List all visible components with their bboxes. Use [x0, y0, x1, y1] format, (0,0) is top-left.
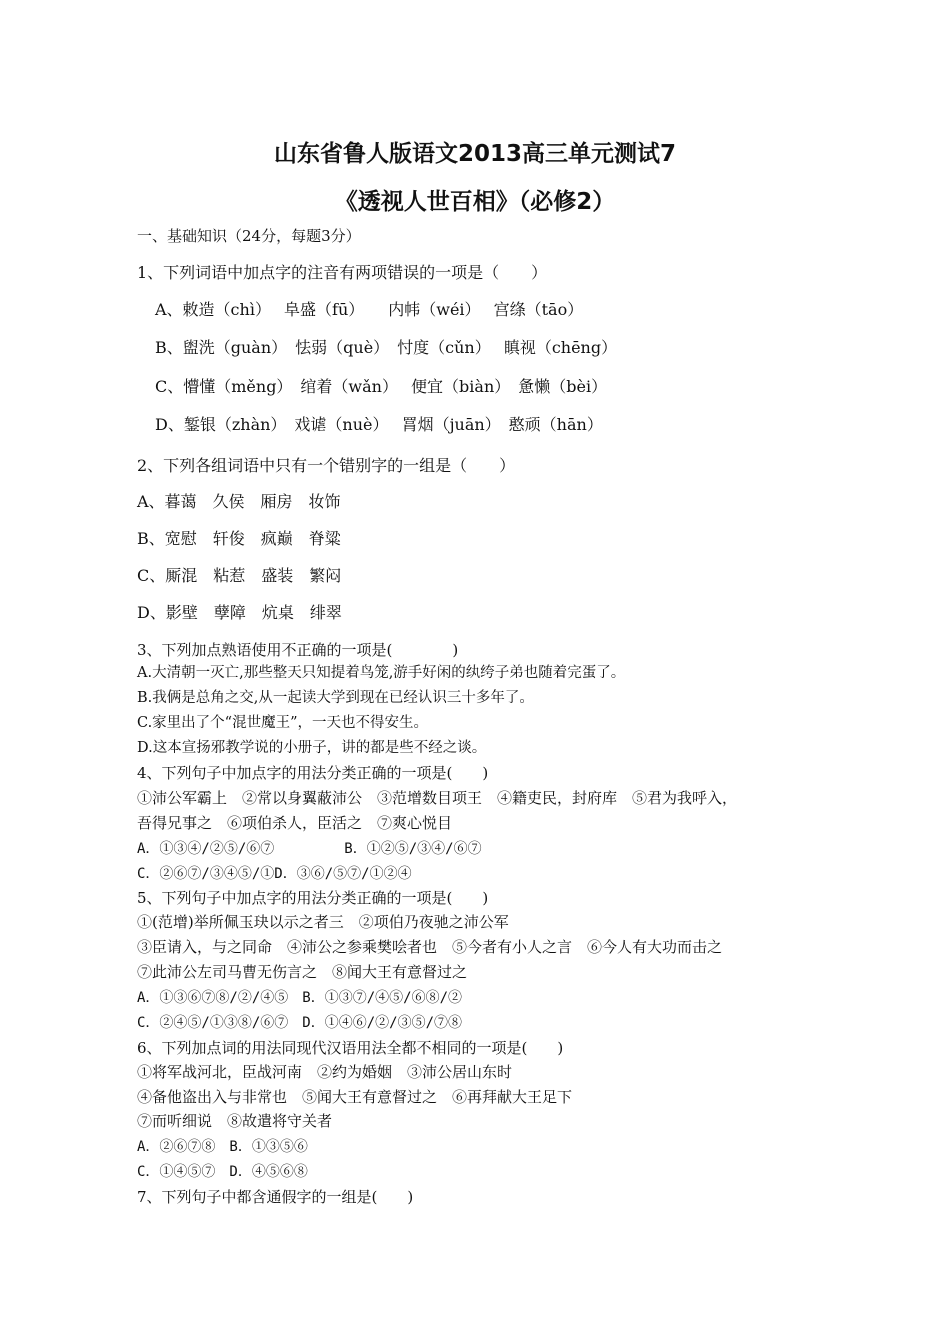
question-3-option-c: C.家里出了个“混世魔王”，一天也不得安生。 [137, 715, 429, 731]
question-7-stem: 7、下列句子中都含通假字的一组是( ) [137, 1188, 414, 1206]
question-1-option-d: D、錾银（zhàn） 戏谑（nuè） 罥烟（juān） 憨顽（hān） [155, 415, 603, 434]
question-5-choices-ab: A．①③⑥⑦⑧/②/④⑤ B．①③⑦/④⑤/⑥⑧/② [137, 990, 462, 1006]
question-3-stem: 3、下列加点熟语使用不正确的一项是( ) [137, 641, 459, 659]
question-4-choices-ab: A．①③④/②⑤/⑥⑦ B．①②⑤/③④/⑥⑦ [137, 841, 482, 857]
question-3-option-a: A.大清朝一灭亡,那些整天只知提着鸟笼,游手好闲的纨绔子弟也随着完蛋了。 [137, 665, 626, 681]
question-6-line-1: ①将军战河北，臣战河南 ②约为婚姻 ③沛公居山东时 [137, 1063, 513, 1081]
question-4-stem: 4、下列句子中加点字的用法分类正确的一项是( ) [137, 764, 489, 782]
question-5-line-3: ⑦此沛公左司马曹无伤言之 ⑧闻大王有意督过之 [137, 963, 468, 981]
question-2-option-b: B、宽慰 轩俊 疯巅 脊粱 [137, 529, 341, 548]
question-2-option-c: C、厮混 粘惹 盛装 繁闷 [137, 566, 342, 585]
question-1-option-c: C、懵懂（měng） 绾着（wǎn） 便宜（biàn） 惫懒（bèi） [155, 377, 608, 396]
question-5-stem: 5、下列句子中加点字的用法分类正确的一项是( ) [137, 889, 489, 907]
question-6-line-2: ④备他盗出入与非常也 ⑤闻大王有意督过之 ⑥再拜献大王足下 [137, 1088, 573, 1106]
question-1-option-a: A、敕造（chì） 阜盛（fū） 内帏（wéi） 宫绦（tāo） [155, 300, 584, 319]
question-5-line-1: ①(范增)举所佩玉玦以示之者三 ②项伯乃夜驰之沛公军 [137, 913, 509, 931]
question-4-line-2: 吾得兄事之 ⑥项伯杀人，臣活之 ⑦爽心悦目 [137, 814, 453, 832]
section-heading: 一、基础知识（24分，每题3分） [137, 227, 361, 245]
question-3-option-d: D.这本宣扬邪教学说的小册子，讲的都是些不经之谈。 [137, 740, 487, 756]
question-2-option-a: A、暮蔼 久侯 厢房 妆饰 [137, 492, 341, 511]
question-3-option-b: B.我俩是总角之交,从一起读大学到现在已经认识三十多年了。 [137, 690, 534, 706]
question-2-stem: 2、下列各组词语中只有一个错别字的一组是（ ） [137, 456, 516, 475]
question-1-option-b: B、盥洗（guàn） 怯弱（què） 忖度（cǔn） 瞋视（chēng） [155, 338, 618, 357]
question-2-option-d: D、影壁 孽障 炕桌 绯翠 [137, 603, 342, 622]
question-6-stem: 6、下列加点词的用法同现代汉语用法全都不相同的一项是( ) [137, 1039, 564, 1057]
question-5-choices-cd: C．②④⑤/①③⑧/⑥⑦ D．①④⑥/②/③⑤/⑦⑧ [137, 1015, 462, 1031]
question-6-choices-ab: A．②⑥⑦⑧ B．①③⑤⑥ [137, 1139, 308, 1155]
question-4-choices-cd: C．②⑥⑦/③④⑤/①D．③⑥/⑤⑦/①②④ [137, 866, 412, 882]
question-6-choices-cd: C．①④⑤⑦ D．④⑤⑥⑧ [137, 1164, 308, 1180]
question-6-line-3: ⑦而听细说 ⑧故遣将守关者 [137, 1112, 333, 1130]
question-5-line-2: ③臣请入，与之同命 ④沛公之参乘樊哙者也 ⑤今者有小人之言 ⑥今人有大功而击之 [137, 938, 723, 956]
question-1-stem: 1、下列词语中加点字的注音有两项错误的一项是（ ） [137, 263, 548, 282]
question-4-line-1: ①沛公军霸上 ②常以身翼蔽沛公 ③范增数目项王 ④籍吏民，封府库 ⑤君为我呼入， [137, 789, 738, 807]
document-title: 山东省鲁人版语文2013高三单元测试7 [273, 141, 677, 167]
document-subtitle: 《透视人世百相》（必修2） [334, 189, 616, 215]
